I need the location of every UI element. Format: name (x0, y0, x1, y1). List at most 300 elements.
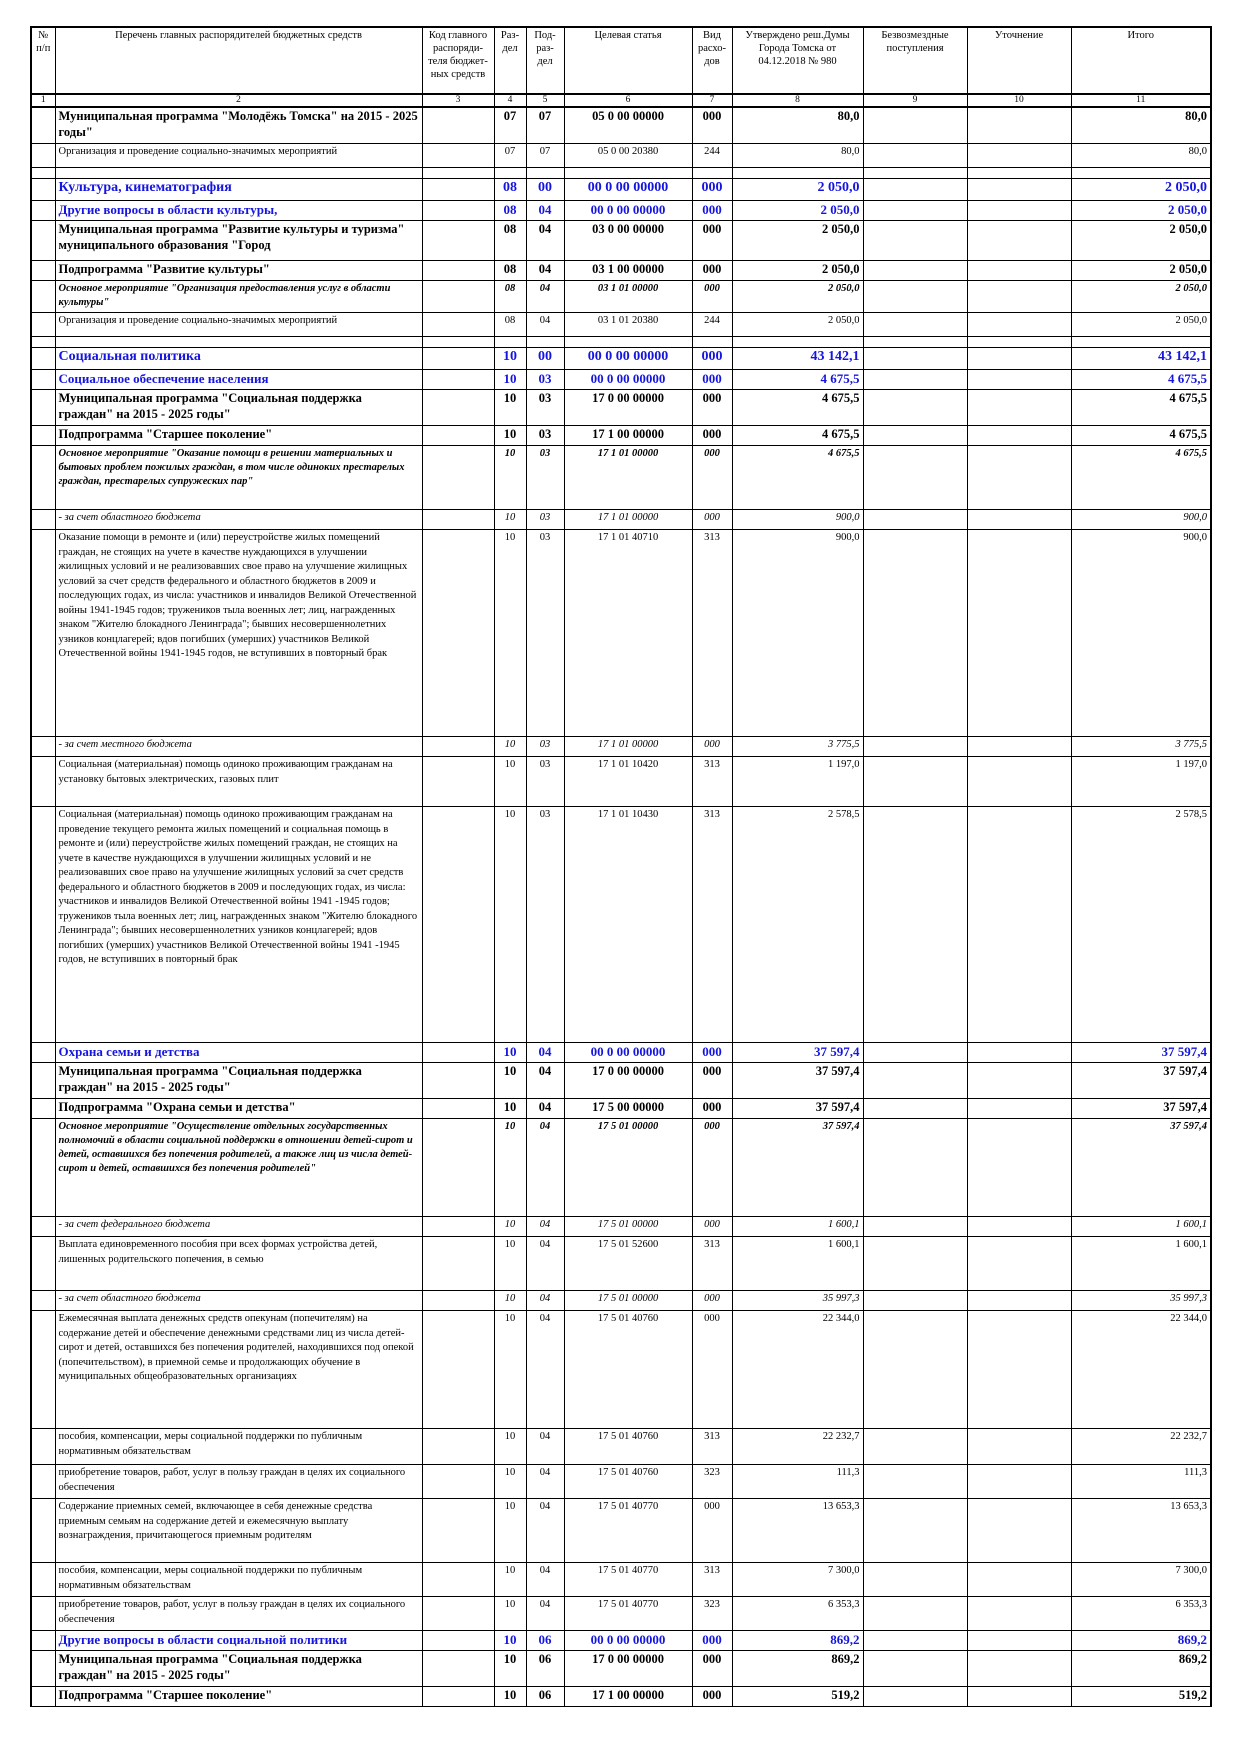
row-number-cell (31, 348, 55, 370)
row-title: - за счет местного бюджета (55, 737, 422, 757)
row-code-cell (422, 1597, 494, 1631)
row-podrazdel: 04 (526, 281, 564, 313)
spacer-row (31, 337, 1211, 348)
row-podrazdel (526, 168, 564, 179)
row-podrazdel: 04 (526, 1217, 564, 1237)
table-row (31, 1563, 1211, 1597)
row-code-cell (422, 737, 494, 757)
row-title: Муниципальная программа "Развитие культуры и туризма" муниципального образования "Город (55, 221, 422, 261)
row-clarification-cell (967, 1099, 1071, 1119)
table-row (31, 1043, 1211, 1063)
row-tselevaya: 17 5 01 40760 (564, 1311, 692, 1429)
row-approved: 900,0 (732, 530, 863, 737)
row-code-cell (422, 757, 494, 807)
row-razdel: 10 (494, 510, 526, 530)
row-title: Основное мероприятие "Оказание помощи в решении материальных и бытовых проблем пожилых граждан, в том числе одиноких престарелых граждан, престарелых супружеских пар" (55, 446, 422, 510)
row-clarification-cell (967, 390, 1071, 426)
row-razdel: 10 (494, 1499, 526, 1563)
row-tselevaya: 05 0 00 00000 (564, 107, 692, 144)
row-clarification-cell (967, 1597, 1071, 1631)
row-podrazdel: 00 (526, 348, 564, 370)
row-code-cell (422, 313, 494, 337)
row-vid: 000 (692, 737, 732, 757)
row-title: Социальное обеспечение населения (55, 370, 422, 390)
row-clarification-cell (967, 337, 1071, 348)
row-title: Выплата единовременного пособия при всех формах устройства детей, лишенных родительского попечения, в семью (55, 1237, 422, 1291)
row-code-cell (422, 1651, 494, 1687)
row-number-cell (31, 144, 55, 168)
table-row (31, 807, 1211, 1043)
row-podrazdel: 04 (526, 261, 564, 281)
row-podrazdel: 03 (526, 530, 564, 737)
row-vid: 000 (692, 179, 732, 201)
row-total: 22 232,7 (1071, 1429, 1211, 1465)
row-tselevaya: 17 1 01 00000 (564, 737, 692, 757)
table-row (31, 1311, 1211, 1429)
row-code-cell (422, 426, 494, 446)
row-code-cell (422, 221, 494, 261)
row-podrazdel: 04 (526, 1499, 564, 1563)
row-vid: 000 (692, 446, 732, 510)
row-approved: 43 142,1 (732, 348, 863, 370)
row-title: - за счет федерального бюджета (55, 1217, 422, 1237)
row-number-cell (31, 221, 55, 261)
row-tselevaya: 17 5 01 40760 (564, 1429, 692, 1465)
row-razdel: 10 (494, 807, 526, 1043)
row-grants-cell (863, 390, 967, 426)
row-tselevaya: 17 1 01 00000 (564, 446, 692, 510)
row-code-cell (422, 1063, 494, 1099)
row-number-cell (31, 530, 55, 737)
row-approved: 7 300,0 (732, 1563, 863, 1597)
row-number-cell (31, 1687, 55, 1707)
row-approved: 3 775,5 (732, 737, 863, 757)
row-grants-cell (863, 221, 967, 261)
row-razdel: 10 (494, 348, 526, 370)
row-razdel: 10 (494, 737, 526, 757)
row-podrazdel: 03 (526, 757, 564, 807)
row-title: Подпрограмма "Старшее поколение" (55, 426, 422, 446)
table-row (31, 510, 1211, 530)
row-vid: 000 (692, 221, 732, 261)
row-approved: 22 344,0 (732, 1311, 863, 1429)
col-number: 3 (422, 94, 494, 107)
row-clarification-cell (967, 530, 1071, 737)
row-approved: 4 675,5 (732, 390, 863, 426)
row-total: 1 600,1 (1071, 1237, 1211, 1291)
row-number-cell (31, 807, 55, 1043)
row-total: 35 997,3 (1071, 1291, 1211, 1311)
row-code-cell (422, 1631, 494, 1651)
col-number: 8 (732, 94, 863, 107)
row-clarification-cell (967, 261, 1071, 281)
row-clarification-cell (967, 1687, 1071, 1707)
row-grants-cell (863, 1465, 967, 1499)
row-title: Культура, кинематография (55, 179, 422, 201)
row-total: 2 050,0 (1071, 201, 1211, 221)
row-approved (732, 337, 863, 348)
row-razdel: 10 (494, 1597, 526, 1631)
header-list: Перечень главных распорядителей бюджетных средств (55, 27, 422, 94)
row-code-cell (422, 1499, 494, 1563)
row-title: Муниципальная программа "Социальная поддержка граждан" на 2015 - 2025 годы" (55, 1651, 422, 1687)
row-vid: 000 (692, 426, 732, 446)
row-podrazdel: 03 (526, 370, 564, 390)
row-tselevaya: 00 0 00 00000 (564, 1631, 692, 1651)
col-number: 2 (55, 94, 422, 107)
row-clarification-cell (967, 168, 1071, 179)
row-code-cell (422, 1217, 494, 1237)
row-approved: 37 597,4 (732, 1099, 863, 1119)
row-vid (692, 337, 732, 348)
row-number-cell (31, 1429, 55, 1465)
row-grants-cell (863, 313, 967, 337)
column-number-row (31, 94, 1211, 107)
row-tselevaya: 17 5 01 40770 (564, 1499, 692, 1563)
row-grants-cell (863, 201, 967, 221)
col-number: 5 (526, 94, 564, 107)
row-razdel (494, 337, 526, 348)
row-clarification-cell (967, 201, 1071, 221)
row-number-cell (31, 1217, 55, 1237)
row-grants-cell (863, 1099, 967, 1119)
table-header-row (31, 27, 1211, 94)
row-clarification-cell (967, 1563, 1071, 1597)
row-number-cell (31, 179, 55, 201)
row-vid: 000 (692, 1099, 732, 1119)
row-grants-cell (863, 1291, 967, 1311)
row-vid: 000 (692, 1217, 732, 1237)
row-grants-cell (863, 510, 967, 530)
row-approved: 869,2 (732, 1651, 863, 1687)
row-number-cell (31, 1465, 55, 1499)
row-podrazdel: 04 (526, 1099, 564, 1119)
header-clarification: Уточнение (967, 27, 1071, 94)
row-vid: 313 (692, 1563, 732, 1597)
row-clarification-cell (967, 737, 1071, 757)
row-grants-cell (863, 348, 967, 370)
row-vid: 313 (692, 757, 732, 807)
row-podrazdel: 03 (526, 390, 564, 426)
row-total: 22 344,0 (1071, 1311, 1211, 1429)
row-podrazdel: 04 (526, 201, 564, 221)
row-podrazdel: 04 (526, 1119, 564, 1217)
row-code-cell (422, 510, 494, 530)
row-code-cell (422, 168, 494, 179)
row-clarification-cell (967, 1651, 1071, 1687)
row-tselevaya: 17 1 01 00000 (564, 510, 692, 530)
row-title: Социальная (материальная) помощь одиноко проживающим гражданам на проведение текущего ремонта жилых помещений и социальная помощь в ремонте и (или) переустройстве жилых помещений граждан, не стоящих на учете в качестве нуждающихся в улучшении жилищных условий и не реализовавших свое право на улучшение жилищных условий за счет средств федерального и областного бюджетов в 2009 и последующих годах, из числа: участников и инвалидов Великой Отечественной войны 1941 -1945 годов; тружеников тыла военных лет; лиц, награжденных знаком "Жителю блокадного Ленинграда"; бывших несовершеннолетних узников концлагерей; вдов погибших (умерших) участников Великой Отечественной войны 1941 -1945 годов, не вступивших в повторный брак (55, 807, 422, 1043)
row-tselevaya: 03 1 01 20380 (564, 313, 692, 337)
header-total: Итого (1071, 27, 1211, 94)
row-razdel: 10 (494, 1063, 526, 1099)
row-clarification-cell (967, 510, 1071, 530)
row-tselevaya: 05 0 00 20380 (564, 144, 692, 168)
row-code-cell (422, 1687, 494, 1707)
row-approved: 2 050,0 (732, 221, 863, 261)
table-row (31, 390, 1211, 426)
col-number: 10 (967, 94, 1071, 107)
row-total: 900,0 (1071, 510, 1211, 530)
row-code-cell (422, 807, 494, 1043)
row-code-cell (422, 261, 494, 281)
row-podrazdel: 04 (526, 1043, 564, 1063)
row-code-cell (422, 1099, 494, 1119)
row-grants-cell (863, 1311, 967, 1429)
row-razdel: 08 (494, 179, 526, 201)
row-total: 43 142,1 (1071, 348, 1211, 370)
row-tselevaya: 00 0 00 00000 (564, 1043, 692, 1063)
row-razdel: 10 (494, 1563, 526, 1597)
row-clarification-cell (967, 281, 1071, 313)
row-podrazdel: 03 (526, 510, 564, 530)
table-body (31, 107, 1211, 1707)
row-grants-cell (863, 1063, 967, 1099)
row-clarification-cell (967, 1631, 1071, 1651)
row-clarification-cell (967, 1217, 1071, 1237)
row-tselevaya: 17 5 01 00000 (564, 1291, 692, 1311)
table-row (31, 1499, 1211, 1563)
row-title: Муниципальная программа "Социальная поддержка граждан" на 2015 - 2025 годы" (55, 1063, 422, 1099)
row-podrazdel: 03 (526, 426, 564, 446)
row-podrazdel: 04 (526, 1465, 564, 1499)
table-row (31, 1631, 1211, 1651)
row-number-cell (31, 1499, 55, 1563)
row-clarification-cell (967, 446, 1071, 510)
row-clarification-cell (967, 1119, 1071, 1217)
row-razdel: 10 (494, 446, 526, 510)
table-row (31, 1465, 1211, 1499)
row-tselevaya (564, 168, 692, 179)
row-approved: 37 597,4 (732, 1119, 863, 1217)
col-number: 9 (863, 94, 967, 107)
row-podrazdel: 04 (526, 1597, 564, 1631)
row-total: 13 653,3 (1071, 1499, 1211, 1563)
row-vid: 000 (692, 1063, 732, 1099)
row-grants-cell (863, 737, 967, 757)
row-total: 37 597,4 (1071, 1099, 1211, 1119)
table-row (31, 1099, 1211, 1119)
row-number-cell (31, 1063, 55, 1099)
row-grants-cell (863, 281, 967, 313)
row-clarification-cell (967, 1043, 1071, 1063)
table-row (31, 1651, 1211, 1687)
row-approved: 4 675,5 (732, 426, 863, 446)
row-code-cell (422, 370, 494, 390)
row-razdel: 10 (494, 1043, 526, 1063)
row-grants-cell (863, 370, 967, 390)
row-podrazdel: 04 (526, 1063, 564, 1099)
row-approved: 869,2 (732, 1631, 863, 1651)
row-total: 900,0 (1071, 530, 1211, 737)
table-row (31, 426, 1211, 446)
row-tselevaya: 17 0 00 00000 (564, 1063, 692, 1099)
row-tselevaya: 17 1 01 10420 (564, 757, 692, 807)
row-clarification-cell (967, 1237, 1071, 1291)
row-code-cell (422, 179, 494, 201)
col-number: 11 (1071, 94, 1211, 107)
row-tselevaya: 17 0 00 00000 (564, 390, 692, 426)
row-title: Другие вопросы в области социальной политики (55, 1631, 422, 1651)
row-vid: 000 (692, 1687, 732, 1707)
header-grants: Безвозмездные поступления (863, 27, 967, 94)
row-title: Ежемесячная выплата денежных средств опекунам (попечителям) на содержание детей и обеспечение денежными средствами лиц из числа детей-сирот и детей, оставшихся без попечения родителей, находившихся под опекой (попечительством), в приемной семье и продолжающих обучение в муниципальных общеобразовательных организациях (55, 1311, 422, 1429)
row-vid: 000 (692, 1291, 732, 1311)
row-title: пособия, компенсации, меры социальной поддержки по публичным нормативным обязательствам (55, 1429, 422, 1465)
row-vid: 000 (692, 1311, 732, 1429)
row-code-cell (422, 144, 494, 168)
row-title: приобретение товаров, работ, услуг в пользу граждан в целях их социального обеспечения (55, 1597, 422, 1631)
row-title: - за счет областного бюджета (55, 510, 422, 530)
row-vid: 244 (692, 313, 732, 337)
row-tselevaya (564, 337, 692, 348)
row-podrazdel: 00 (526, 179, 564, 201)
row-total: 37 597,4 (1071, 1063, 1211, 1099)
row-title: Содержание приемных семей, включающее в себя денежные средства приемным семьям на содержание детей и ежемесячную выплату вознаграждения, причитающегося приемным родителям (55, 1499, 422, 1563)
row-grants-cell (863, 426, 967, 446)
row-code-cell (422, 107, 494, 144)
row-clarification-cell (967, 1291, 1071, 1311)
row-podrazdel: 06 (526, 1651, 564, 1687)
header-number: № п/п (31, 27, 55, 94)
row-code-cell (422, 281, 494, 313)
row-clarification-cell (967, 370, 1071, 390)
row-code-cell (422, 348, 494, 370)
row-total: 1 600,1 (1071, 1217, 1211, 1237)
row-number-cell (31, 1119, 55, 1217)
row-grants-cell (863, 1429, 967, 1465)
row-title: Социальная политика (55, 348, 422, 370)
row-podrazdel: 03 (526, 737, 564, 757)
row-number-cell (31, 1311, 55, 1429)
row-approved: 6 353,3 (732, 1597, 863, 1631)
row-title: Основное мероприятие "Осуществление отдельных государственных полномочий в области социальной поддержки в отношении детей-сирот и детей, оставшихся без попечения родителей, а также лиц из числа детей-сирот и детей, оставшихся без попечения родителей" (55, 1119, 422, 1217)
row-vid: 000 (692, 390, 732, 426)
row-podrazdel: 04 (526, 1291, 564, 1311)
row-razdel: 10 (494, 1217, 526, 1237)
row-number-cell (31, 390, 55, 426)
row-number-cell (31, 1099, 55, 1119)
row-title (55, 168, 422, 179)
row-approved: 2 050,0 (732, 179, 863, 201)
row-grants-cell (863, 107, 967, 144)
row-approved: 4 675,5 (732, 446, 863, 510)
row-grants-cell (863, 1631, 967, 1651)
row-podrazdel: 04 (526, 1311, 564, 1429)
row-code-cell (422, 1237, 494, 1291)
row-tselevaya: 17 1 01 10430 (564, 807, 692, 1043)
col-number: 6 (564, 94, 692, 107)
row-code-cell (422, 1119, 494, 1217)
row-approved: 1 600,1 (732, 1217, 863, 1237)
row-razdel: 10 (494, 370, 526, 390)
row-code-cell (422, 390, 494, 426)
row-tselevaya: 03 1 00 00000 (564, 261, 692, 281)
row-clarification-cell (967, 221, 1071, 261)
row-tselevaya: 00 0 00 00000 (564, 348, 692, 370)
row-number-cell (31, 510, 55, 530)
row-vid: 000 (692, 201, 732, 221)
row-clarification-cell (967, 426, 1071, 446)
row-approved: 2 578,5 (732, 807, 863, 1043)
row-clarification-cell (967, 348, 1071, 370)
row-podrazdel: 04 (526, 1563, 564, 1597)
row-approved (732, 168, 863, 179)
row-tselevaya: 17 5 01 00000 (564, 1119, 692, 1217)
table-row (31, 107, 1211, 144)
row-total: 4 675,5 (1071, 370, 1211, 390)
row-number-cell (31, 1651, 55, 1687)
row-grants-cell (863, 144, 967, 168)
row-vid: 313 (692, 1429, 732, 1465)
header-tselevaya: Целевая статья (564, 27, 692, 94)
row-code-cell (422, 1429, 494, 1465)
row-vid (692, 168, 732, 179)
table-row (31, 446, 1211, 510)
row-vid: 313 (692, 1237, 732, 1291)
row-title: Муниципальная программа "Молодёжь Томска" на 2015 - 2025 годы" (55, 107, 422, 144)
row-approved: 1 197,0 (732, 757, 863, 807)
row-total: 2 050,0 (1071, 313, 1211, 337)
row-clarification-cell (967, 1311, 1071, 1429)
row-title: - за счет областного бюджета (55, 1291, 422, 1311)
row-tselevaya: 17 5 00 00000 (564, 1099, 692, 1119)
row-title: пособия, компенсации, меры социальной поддержки по публичным нормативным обязательствам (55, 1563, 422, 1597)
table-row (31, 757, 1211, 807)
row-grants-cell (863, 1499, 967, 1563)
row-podrazdel: 04 (526, 1429, 564, 1465)
row-vid: 000 (692, 1651, 732, 1687)
row-total: 2 050,0 (1071, 261, 1211, 281)
table-row (31, 1687, 1211, 1707)
row-code-cell (422, 1465, 494, 1499)
row-total (1071, 337, 1211, 348)
row-razdel: 10 (494, 390, 526, 426)
table-row (31, 1429, 1211, 1465)
row-approved: 35 997,3 (732, 1291, 863, 1311)
row-razdel: 10 (494, 1119, 526, 1217)
row-approved: 111,3 (732, 1465, 863, 1499)
table-row (31, 144, 1211, 168)
header-podrazdel: Под-раз-дел (526, 27, 564, 94)
row-number-cell (31, 313, 55, 337)
row-number-cell (31, 1631, 55, 1651)
row-total: 111,3 (1071, 1465, 1211, 1499)
row-title: Охрана семьи и детства (55, 1043, 422, 1063)
row-vid: 244 (692, 144, 732, 168)
col-number: 4 (494, 94, 526, 107)
row-tselevaya: 17 1 00 00000 (564, 426, 692, 446)
row-razdel: 10 (494, 530, 526, 737)
row-total: 2 578,5 (1071, 807, 1211, 1043)
row-title: приобретение товаров, работ, услуг в пользу граждан в целях их социального обеспечения (55, 1465, 422, 1499)
row-total: 4 675,5 (1071, 390, 1211, 426)
row-title: Подпрограмма "Охрана семьи и детства" (55, 1099, 422, 1119)
row-code-cell (422, 1563, 494, 1597)
row-title: Муниципальная программа "Социальная поддержка граждан" на 2015 - 2025 годы" (55, 390, 422, 426)
row-total: 519,2 (1071, 1687, 1211, 1707)
row-number-cell (31, 1563, 55, 1597)
row-vid: 323 (692, 1465, 732, 1499)
row-number-cell (31, 446, 55, 510)
row-total: 4 675,5 (1071, 446, 1211, 510)
row-tselevaya: 17 1 00 00000 (564, 1687, 692, 1707)
row-total: 2 050,0 (1071, 281, 1211, 313)
row-number-cell (31, 261, 55, 281)
row-tselevaya: 17 1 01 40710 (564, 530, 692, 737)
row-clarification-cell (967, 313, 1071, 337)
row-razdel: 08 (494, 261, 526, 281)
